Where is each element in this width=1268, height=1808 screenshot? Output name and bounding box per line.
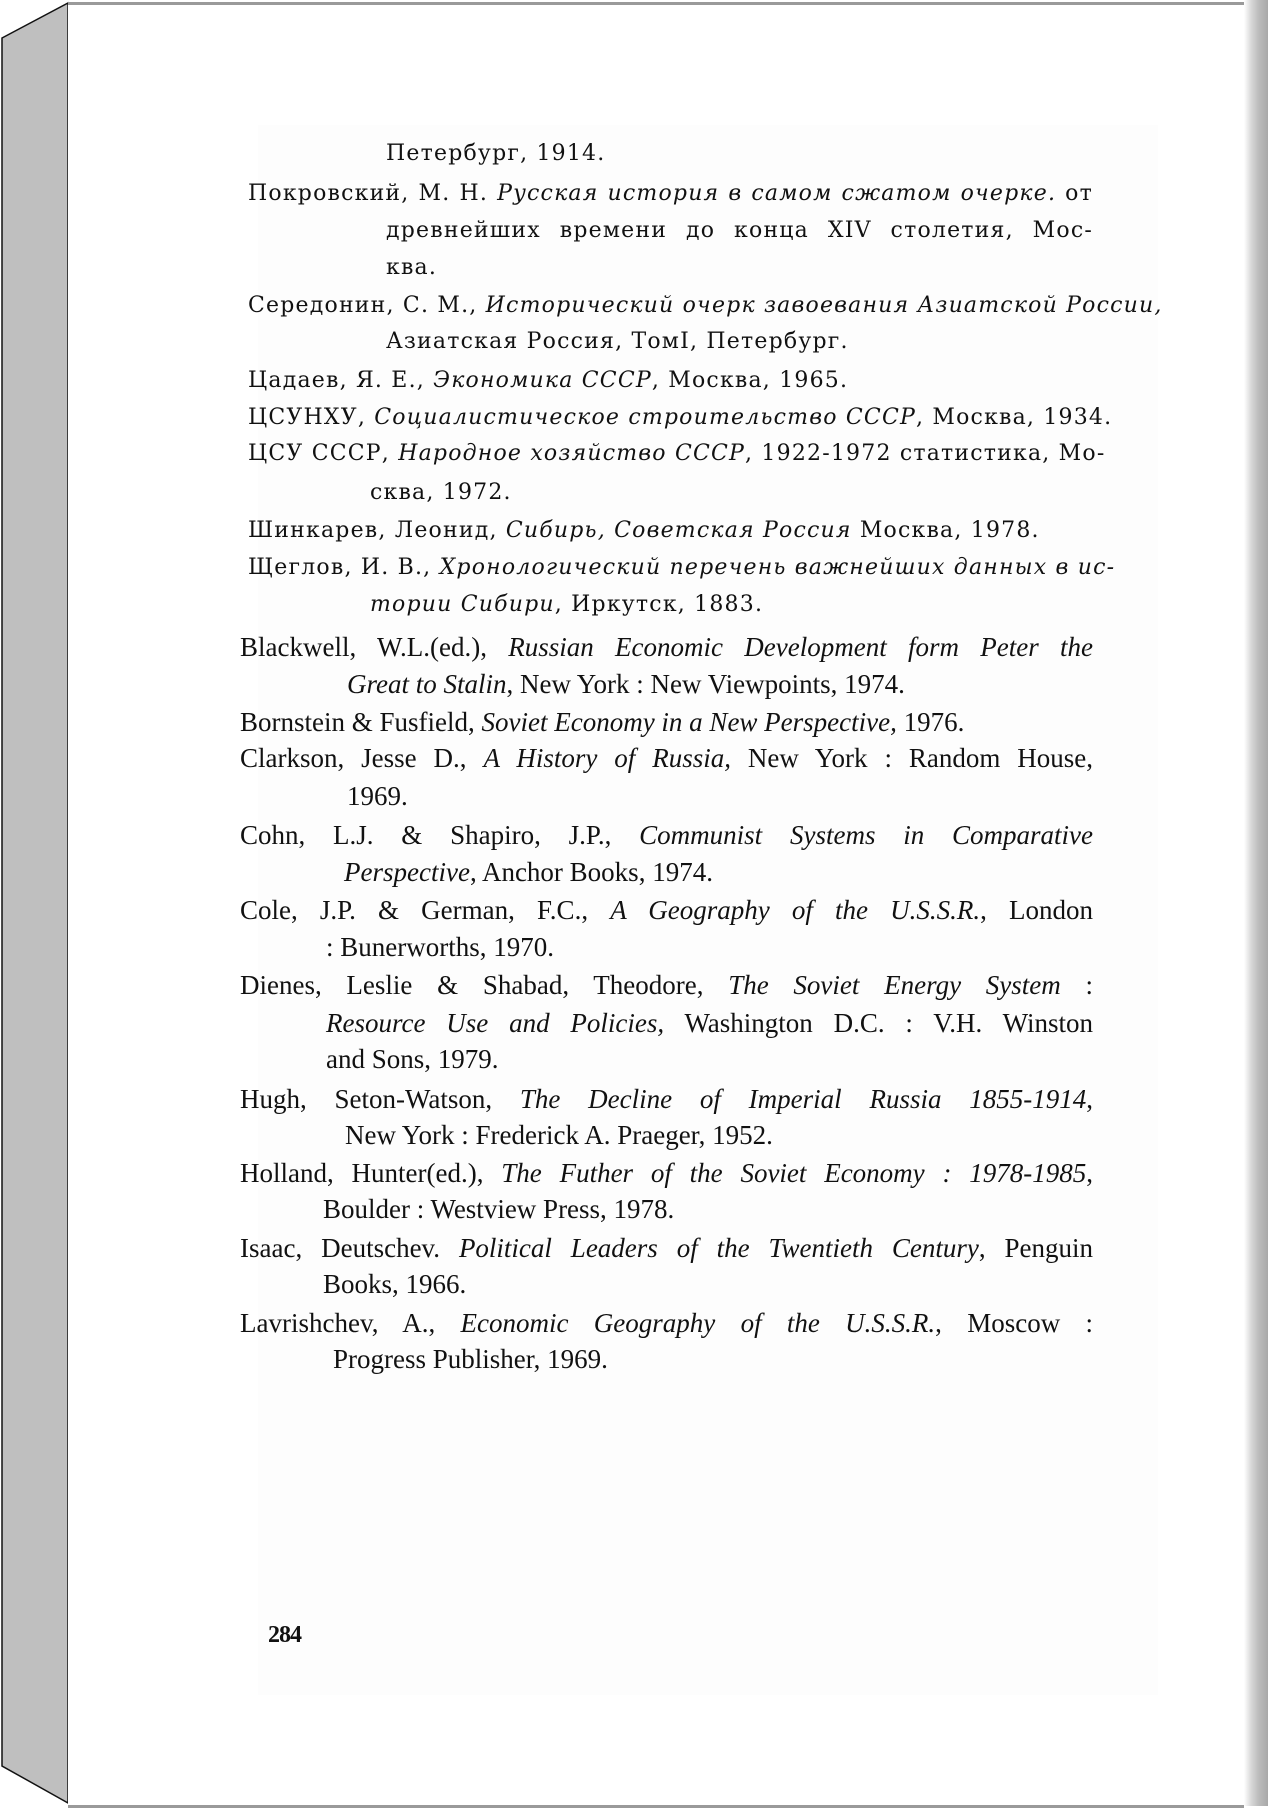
- work-title: Communist Systems in Comparative: [639, 820, 1093, 850]
- work-title: A History of Russia,: [483, 743, 731, 773]
- work-title: Russian Economic Development form Peter the: [508, 632, 1093, 662]
- entry-first-line: [248, 407, 1112, 429]
- citation-text: New York : Frederick A. Praeger, 1952.: [345, 1120, 773, 1150]
- citation-text: Щеглов, И. В.,: [248, 555, 440, 580]
- citation-text: ,: [1086, 1084, 1093, 1114]
- entry-first-line: [240, 1160, 1093, 1187]
- entry-continuation-line: [323, 1196, 674, 1223]
- citation-text: ква.: [386, 255, 438, 280]
- entry-continuation-line: [326, 1046, 499, 1073]
- work-title: Исторический очерк завоевания Азиатской России,: [485, 293, 1163, 318]
- citation-text: Cole, J.P. & German, F.C.,: [240, 895, 611, 925]
- entry-continuation-line: [326, 934, 554, 961]
- entry-continuation-line: [333, 1346, 608, 1373]
- citation-text: Dienes, Leslie & Shabad, Theodore,: [240, 970, 729, 1000]
- entry-first-line: [248, 520, 1040, 542]
- work-title: Хронологический перечень важнейших данных в ис-: [439, 555, 1116, 580]
- entry-first-line: [240, 972, 1093, 999]
- citation-text: Holland, Hunter(ed.),: [240, 1158, 502, 1188]
- entry-continuation-line: [323, 1271, 466, 1298]
- work-title: Great to Stalin: [347, 669, 507, 699]
- entry-continuation-line: [326, 1010, 1093, 1037]
- citation-text: , New York : New Viewpoints, 1974.: [506, 669, 905, 699]
- citation-text: Boulder : Westview Press, 1978.: [323, 1194, 675, 1224]
- work-title: Perspective: [344, 857, 470, 887]
- citation-text: , London: [980, 895, 1093, 925]
- citation-text: :: [1060, 970, 1093, 1000]
- work-title: Экономика СССР: [433, 368, 652, 393]
- citation-text: Азиатская Россия, ТомI, Петербург.: [386, 329, 849, 354]
- citation-text: Середонин, С. М.,: [248, 293, 486, 318]
- entry-continuation-line: [347, 783, 408, 810]
- entry-continuation-line: [345, 1122, 773, 1149]
- citation-text: , Moscow :: [935, 1308, 1093, 1338]
- citation-text: Clarkson, Jesse D.,: [240, 743, 484, 773]
- work-title: Soviet Economy in a New Perspective,: [481, 707, 897, 737]
- citation-text: Bornstein & Fusfield,: [240, 707, 482, 737]
- citation-text: Washington D.C. : V.H. Winston: [664, 1008, 1093, 1038]
- entry-first-line: [240, 897, 1093, 924]
- entry-first-line: [248, 295, 1163, 317]
- entry-first-line: [248, 557, 1115, 579]
- entry-continuation-line: [370, 594, 763, 616]
- entry-continuation-line: [347, 671, 905, 698]
- entry-continuation-line: [370, 482, 512, 504]
- entry-first-line: [240, 709, 964, 736]
- citation-text: ЦСУ СССР,: [248, 441, 399, 466]
- citation-text: Books, 1966.: [323, 1269, 467, 1299]
- citation-text: Покровский, М. Н.: [248, 181, 498, 206]
- work-title: Социалистическое строительство СССР: [374, 405, 916, 430]
- citation-text: Cohn, L.J. & Shapiro, J.P.,: [240, 820, 640, 850]
- work-title: Сибирь, Советская Россия: [505, 518, 852, 543]
- citation-text: ,: [1086, 1158, 1093, 1188]
- work-title: A Geography of the U.S.S.R.: [610, 895, 981, 925]
- citation-text: New York : Random House,: [730, 743, 1094, 773]
- citation-text: Isaac, Deutschev.: [240, 1233, 459, 1263]
- citation-text: , Иркутск, 1883.: [554, 592, 764, 617]
- entry-first-line: [240, 634, 1093, 661]
- citation-text: and Sons, 1979.: [326, 1044, 499, 1074]
- citation-text: Петербург, 1914.: [386, 141, 606, 166]
- entry-first-line: [240, 822, 1093, 849]
- citation-text: Progress Publisher, 1969.: [333, 1344, 608, 1374]
- entry-continuation-line: [386, 331, 849, 353]
- citation-text: , Anchor Books, 1974.: [469, 857, 713, 887]
- citation-text: , Москва, 1965.: [651, 368, 849, 393]
- entry-first-line: [240, 1086, 1093, 1113]
- entry-first-line: [248, 183, 1093, 205]
- entry-continuation-line: [386, 257, 437, 279]
- work-title: Political Leaders of the Twentieth Century: [458, 1233, 979, 1263]
- citation-text: от: [1056, 181, 1093, 206]
- citation-text: древнейших времени до конца XIV столетия, Мос-: [386, 218, 1093, 243]
- citation-text: Москва, 1978.: [851, 518, 1040, 543]
- entry-continuation-line: [386, 220, 1093, 242]
- work-title: The Decline of Imperial Russia 1855-1914: [519, 1084, 1087, 1114]
- citation-text: 1976.: [896, 707, 965, 737]
- entry-first-line: [248, 370, 848, 392]
- work-title: Economic Geography of the U.S.S.R.: [460, 1308, 936, 1338]
- entry-first-line: [386, 143, 605, 165]
- citation-text: 1969.: [347, 781, 408, 811]
- citation-text: Шинкарев, Леонид,: [248, 518, 506, 543]
- work-title: Resource Use and Policies,: [326, 1008, 665, 1038]
- citation-text: , Penguin: [978, 1233, 1093, 1263]
- citation-text: , 1922-1972 статистика, Мо-: [745, 441, 1106, 466]
- entry-first-line: [240, 1235, 1093, 1262]
- work-title: Народное хозяйство СССР: [398, 441, 746, 466]
- entry-first-line: [240, 745, 1093, 772]
- entry-first-line: [240, 1310, 1093, 1337]
- citation-text: Hugh, Seton-Watson,: [240, 1084, 520, 1114]
- entry-first-line: [248, 443, 1106, 465]
- work-title: The Soviet Energy System: [728, 970, 1061, 1000]
- entry-continuation-line: [344, 859, 713, 886]
- work-title: тории Сибири: [370, 592, 555, 617]
- citation-text: , Москва, 1934.: [916, 405, 1113, 430]
- work-title: The Futher of the Soviet Economy : 1978-1985: [501, 1158, 1087, 1188]
- citation-text: Lavrishchev, A.,: [240, 1308, 461, 1338]
- work-title: Русская история в самом сжатом очерке.: [497, 181, 1057, 206]
- page-number: 284: [268, 1622, 301, 1648]
- citation-text: сква, 1972.: [370, 480, 512, 505]
- citation-text: Blackwell, W.L.(ed.),: [240, 632, 509, 662]
- citation-text: Цадаев, Я. Е.,: [248, 368, 434, 393]
- citation-text: ЦСУНХУ,: [248, 405, 375, 430]
- citation-text: : Bunerworths, 1970.: [326, 932, 554, 962]
